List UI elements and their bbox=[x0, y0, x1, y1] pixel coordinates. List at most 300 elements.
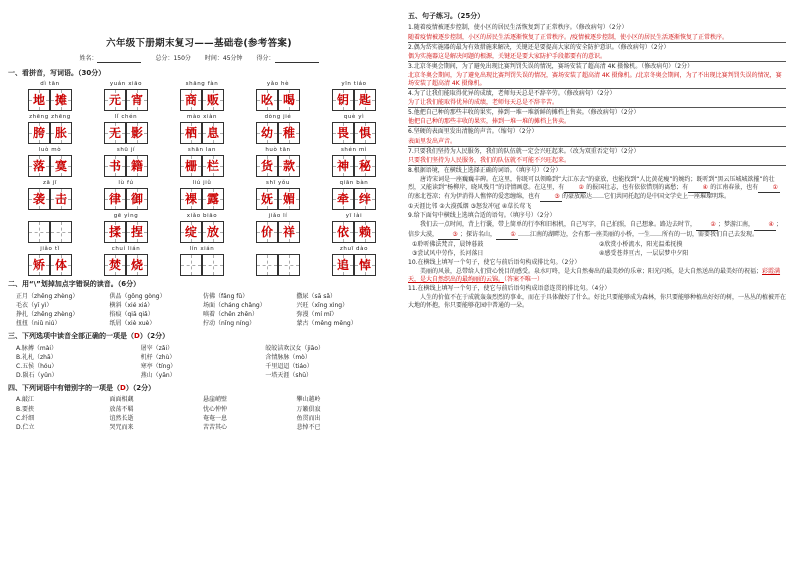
option-text: 谊然长逝 bbox=[109, 414, 134, 422]
option-text: 攀山越岭 bbox=[296, 396, 321, 404]
option-text: 放荡不羁 bbox=[109, 405, 134, 413]
option-text: 含情脉脉（mò） bbox=[265, 353, 311, 361]
option-text: 万籁俱寂 bbox=[296, 405, 321, 413]
pronunciation-item[interactable]: 撒尿（sā sǎ） bbox=[296, 292, 337, 300]
tianzige-box[interactable] bbox=[104, 89, 126, 111]
pronunciation-item[interactable]: 横斜（xié xiá） bbox=[109, 301, 154, 309]
tianzige-box[interactable] bbox=[180, 89, 202, 111]
word-cell bbox=[166, 114, 238, 144]
word-cell bbox=[14, 213, 86, 243]
answer-char: 元 bbox=[108, 93, 121, 108]
tianzige-box[interactable] bbox=[180, 188, 202, 210]
q11-prompt: 11.在横线上填写一个句子，使它与前后语句构成语意连贯的排比句。（4分） bbox=[408, 285, 611, 293]
tianzige-boxes[interactable] bbox=[104, 155, 148, 177]
q8-blank-3[interactable]: ① bbox=[758, 184, 780, 193]
section-3-options bbox=[16, 345, 390, 380]
answer-char: 摊 bbox=[54, 93, 67, 108]
q8-blank-4[interactable]: ③ bbox=[540, 193, 562, 202]
tianzige-boxes[interactable] bbox=[104, 188, 148, 210]
pinyin: shén mì bbox=[340, 147, 368, 154]
pinyin: yī lài bbox=[345, 213, 363, 220]
option-text: 面面相觑 bbox=[109, 396, 134, 404]
answer-char: 击 bbox=[54, 192, 67, 207]
q9-prompt: 9.给下面句中横线上选填合适的语句。（填序号）（2分） bbox=[408, 212, 556, 220]
pinyin: què yì bbox=[343, 114, 365, 121]
answer-char: 喝 bbox=[282, 93, 295, 108]
answer-char: 落 bbox=[32, 159, 45, 174]
answer-char: 吆 bbox=[260, 93, 273, 108]
question-prompt: 2.偶为岱实施器的最为有效措施来解决，关键还是要提高大家的安全防护意识。（修改病句）（2分） bbox=[408, 43, 670, 51]
word-cell bbox=[90, 246, 162, 276]
word-cell bbox=[318, 180, 390, 210]
q9-blank-3[interactable]: ③ bbox=[438, 231, 460, 240]
pronunciation-item[interactable]: 拧动（nǐng níng） bbox=[203, 320, 256, 328]
tianzige-boxes[interactable] bbox=[180, 89, 224, 111]
option-text: 哭咒而来 bbox=[109, 423, 134, 431]
answer-char: 捏 bbox=[130, 225, 143, 240]
pronunciation-item[interactable]: 蒙古（měng mēng） bbox=[296, 320, 357, 328]
q10-passage: 美丽的风景，总带给人们赏心悦目的感受。泉水叮咚，是大自然奏出的最美妙的乐章；阳光闪烁，是大自然送出的最美好的祝福；彩霞满天，是大自然织出的最绚丽的云锦。（答案不唯一） bbox=[408, 267, 781, 283]
q9-choices bbox=[412, 241, 786, 258]
pinyin: luò mò bbox=[38, 147, 62, 154]
tianzige-boxes[interactable] bbox=[256, 188, 300, 210]
tianzige-box[interactable] bbox=[50, 221, 72, 243]
tianzige-box[interactable] bbox=[332, 221, 354, 243]
tianzige-box[interactable] bbox=[202, 155, 224, 177]
word-cell bbox=[242, 180, 314, 210]
option-text: C.五侯（hóu） bbox=[16, 362, 58, 370]
tianzige-box[interactable] bbox=[202, 221, 224, 243]
tianzige-box[interactable] bbox=[278, 122, 300, 144]
word-cell bbox=[166, 180, 238, 210]
answer-line[interactable]: 随着疫情被逐步控制，小区的居民生活逐渐恢复了正常秩序。/疫情被逐步控制，使小区的居民生活逐渐恢复了正常秩序。 bbox=[408, 34, 786, 43]
answer-char: 栅 bbox=[184, 159, 197, 174]
word-cell bbox=[14, 114, 86, 144]
option-text: 悲悼不已 bbox=[296, 423, 321, 431]
word-cell bbox=[318, 213, 390, 243]
option-text: 寒亭（tíng） bbox=[140, 362, 177, 370]
option-text: A.脉搏（mài） bbox=[16, 344, 58, 352]
answer-char: 焚 bbox=[108, 258, 121, 273]
tianzige-box[interactable] bbox=[256, 221, 278, 243]
tianzige-box[interactable] bbox=[50, 188, 72, 210]
q9-choice: ④感受苍莽亘古，一层层梦中夕阳 bbox=[599, 249, 689, 257]
tianzige-boxes[interactable] bbox=[180, 254, 224, 276]
q9-blank-1[interactable]: ② bbox=[696, 221, 718, 230]
pronunciation-item[interactable]: 兴旺（xīng xìng） bbox=[296, 301, 349, 309]
answer-char: 追 bbox=[336, 258, 349, 273]
pronunciation-item[interactable]: 挣扎（zhēng zhèng） bbox=[16, 310, 79, 318]
tianzige-boxes[interactable] bbox=[256, 155, 300, 177]
section-2-heading: 二、用“\”划掉加点字错误的读音。（6分） bbox=[8, 280, 141, 289]
option-text: D.陨石（yǔn） bbox=[16, 371, 58, 379]
tianzige-boxes[interactable] bbox=[180, 188, 224, 210]
word-cell bbox=[166, 81, 238, 111]
question-prompt: 1.随着疫情被逐步控制，使小区的居民生活恢复到了正常秩序。（修改病句）（2分） bbox=[408, 24, 628, 32]
tianzige-boxes[interactable] bbox=[256, 221, 300, 243]
q11-passage: 人生的价值不在于成就轰轰烈烈的事业，而在于具体做好了什么。好比只要能够成为森林，你只要能够种植出好好的树，一丛丛的植被开在大地的怀抱，你只要能够花园中普通的一朵。 bbox=[408, 294, 787, 310]
tianzige-box[interactable] bbox=[104, 221, 126, 243]
tianzige-boxes[interactable] bbox=[28, 254, 72, 276]
student-info bbox=[8, 55, 390, 63]
answer-char: 地 bbox=[32, 93, 45, 108]
answer-char: 书 bbox=[108, 159, 121, 174]
answer-char: 栖 bbox=[184, 126, 197, 141]
answer-char: 籍 bbox=[130, 159, 143, 174]
option-text: 燕山（yān） bbox=[140, 371, 176, 379]
question-prompt: 8.根据语境，在横线上选择正确的词语。（填序号）（2分） bbox=[408, 166, 562, 174]
pinyin: lín xián bbox=[189, 246, 215, 253]
tianzige-box[interactable] bbox=[202, 254, 224, 276]
pinyin: zhuī dào bbox=[339, 246, 369, 253]
tianzige-box[interactable] bbox=[28, 254, 50, 276]
pronunciation-item[interactable]: 掐痕（qiā qiǎ） bbox=[109, 310, 154, 318]
tianzige-box[interactable] bbox=[126, 221, 148, 243]
answer-char: 牵 bbox=[336, 192, 349, 207]
tianzige-box[interactable] bbox=[50, 89, 72, 111]
pinyin: dòng jié bbox=[264, 114, 292, 121]
answer-char: 惧 bbox=[358, 126, 371, 141]
pinyin: shān lan bbox=[187, 147, 217, 154]
option-text: 机杼（zhù） bbox=[140, 353, 176, 361]
tianzige-box[interactable] bbox=[126, 254, 148, 276]
tianzige-boxes[interactable] bbox=[180, 155, 224, 177]
question-prompt: 7.只要我们坚持为人民服务，我们的队伍就一定会兴旺起来。（改为双重否定句）（2分） bbox=[408, 147, 640, 155]
word-cell bbox=[166, 213, 238, 243]
tianzige-boxes[interactable] bbox=[332, 155, 376, 177]
name-label: 姓名： bbox=[79, 54, 98, 62]
answer-char: 赖 bbox=[358, 225, 371, 240]
answer-char: 放 bbox=[206, 225, 219, 240]
answer-char: 祥 bbox=[282, 225, 295, 240]
tianzige-boxes[interactable] bbox=[104, 122, 148, 144]
word-cell bbox=[166, 147, 238, 177]
tianzige-box[interactable] bbox=[104, 188, 126, 210]
word-cell bbox=[90, 81, 162, 111]
answer-char: 幼 bbox=[260, 126, 273, 141]
pinyin: jiǎo tǐ bbox=[40, 246, 60, 253]
tianzige-boxes[interactable] bbox=[28, 155, 72, 177]
word-cell bbox=[90, 114, 162, 144]
answer-char: 胀 bbox=[54, 126, 67, 141]
option-text: 忧心忡忡 bbox=[203, 405, 228, 413]
pinyin: zhēng zhēng bbox=[29, 114, 71, 121]
tianzige-boxes[interactable] bbox=[332, 188, 376, 210]
tianzige-box[interactable] bbox=[126, 155, 148, 177]
option-text: 悬崖峭壁 bbox=[203, 396, 228, 404]
answer-char: 影 bbox=[130, 126, 143, 141]
answer-char: 无 bbox=[108, 126, 121, 141]
word-cell bbox=[318, 147, 390, 177]
tianzige-box[interactable] bbox=[104, 254, 126, 276]
answer-line[interactable]: 表面里发出声音。 bbox=[408, 138, 786, 147]
word-cell bbox=[242, 246, 314, 276]
tianzige-box[interactable] bbox=[28, 89, 50, 111]
pronunciation-list bbox=[16, 293, 390, 328]
section-4-heading: 四、下列词语中有错别字的一项是（D）（2分） bbox=[8, 383, 156, 392]
tianzige-box[interactable] bbox=[354, 122, 376, 144]
pronunciation-item[interactable]: 扭扭（niǔ niú） bbox=[16, 320, 61, 328]
answer-char: 矫 bbox=[32, 258, 45, 273]
answer-char: 贩 bbox=[206, 93, 219, 108]
pronunciation-item[interactable]: 正月（zhēng zhèng） bbox=[16, 292, 79, 300]
answer-line[interactable]: 他把自己种的那些丰收的果实，捧到一堆一堆的摊档上售卖。 bbox=[408, 118, 786, 127]
answer-char: 绊 bbox=[358, 192, 371, 207]
q8-choices: ①天涯比邻 ②大漠孤烟 ③怒发冲冠 ④草长莺飞 bbox=[408, 203, 532, 211]
section-3-heading: 三、下列选项中读音全部正确的一项是（D）（2分） bbox=[8, 332, 170, 341]
tianzige-box[interactable] bbox=[332, 122, 354, 144]
tianzige-box[interactable] bbox=[202, 122, 224, 144]
tianzige-box[interactable] bbox=[354, 188, 376, 210]
answer-char: 揉 bbox=[108, 225, 121, 240]
tianzige-box[interactable] bbox=[180, 221, 202, 243]
question-prompt: 4.为了让我们能取得优异的成绩，老师每天总是不辞辛劳。（修改病句）（2分） bbox=[408, 90, 616, 98]
tianzige-box[interactable] bbox=[354, 221, 376, 243]
pinyin: lù fú bbox=[118, 180, 134, 187]
tianzige-box[interactable] bbox=[50, 122, 72, 144]
pinyin: lǐ chén bbox=[114, 114, 138, 121]
word-cell bbox=[14, 81, 86, 111]
pinyin: huò tān bbox=[265, 147, 291, 154]
option-text: A.敲江 bbox=[16, 396, 34, 404]
pinyin: shāng fàn bbox=[185, 81, 219, 88]
tianzige-box[interactable] bbox=[278, 221, 300, 243]
tianzige-boxes[interactable] bbox=[256, 122, 300, 144]
pronunciation-item[interactable]: 毛衣（yī yì） bbox=[16, 301, 53, 309]
tianzige-box[interactable] bbox=[332, 254, 354, 276]
answer-line[interactable]: 北京冬奥会期间，为了避免出现比赛判罚失误的情况，赛场安装了超高清 4K 摄像机。/北京冬奥会期间，为了不出现比赛判罚失误的情况，赛场安装了超高清 4K 摄像机。 bbox=[408, 72, 786, 89]
answer-char: 御 bbox=[130, 192, 143, 207]
tianzige-box[interactable] bbox=[50, 254, 72, 276]
pinyin: shū jí bbox=[116, 147, 136, 154]
word-cell bbox=[14, 180, 86, 210]
word-cell bbox=[242, 213, 314, 243]
option-text: D.伫立 bbox=[16, 423, 35, 431]
tianzige-boxes[interactable] bbox=[28, 89, 72, 111]
section-5-heading: 五、句子练习。（25分） bbox=[408, 12, 485, 20]
tianzige-boxes[interactable] bbox=[256, 254, 300, 276]
pinyin: shī yǒu bbox=[266, 180, 290, 187]
word-cell bbox=[242, 81, 314, 111]
pinyin-grid bbox=[14, 81, 390, 276]
tianzige-box[interactable] bbox=[202, 188, 224, 210]
pinyin: gē yìng bbox=[113, 213, 139, 220]
tianzige-box[interactable] bbox=[256, 155, 278, 177]
score-blank[interactable] bbox=[275, 56, 319, 63]
word-cell bbox=[318, 114, 390, 144]
answer-char: 神 bbox=[336, 159, 349, 174]
word-cell bbox=[90, 180, 162, 210]
answer-char: 妩 bbox=[260, 192, 273, 207]
tianzige-box[interactable] bbox=[354, 155, 376, 177]
word-cell bbox=[318, 246, 390, 276]
pinyin: jiǎo lí bbox=[268, 213, 288, 220]
pronunciation-item[interactable]: 纸屑（xiè xuè） bbox=[109, 320, 156, 328]
option-text: C.纤细 bbox=[16, 414, 35, 422]
answer-char: 悼 bbox=[358, 258, 371, 273]
tianzige-box[interactable] bbox=[278, 89, 300, 111]
answer-char: 货 bbox=[260, 159, 273, 174]
pinyin: qiān bàn bbox=[339, 180, 369, 187]
answer-line[interactable]: 为了让我们能取得优异的成绩，老师每天总是不辞辛苦。 bbox=[408, 99, 786, 108]
tianzige-box[interactable] bbox=[180, 122, 202, 144]
answer-line[interactable]: 只要我们坚持为人民服务，我们的队伍就不可能不兴旺起来。 bbox=[408, 157, 786, 166]
section-3-answer: D bbox=[134, 332, 140, 341]
option-text: 屠宰（zǎi） bbox=[140, 344, 174, 352]
word-cell bbox=[166, 246, 238, 276]
answer-char: 绽 bbox=[184, 225, 197, 240]
tianzige-box[interactable] bbox=[256, 254, 278, 276]
answer-char: 袭 bbox=[32, 192, 45, 207]
tianzige-box[interactable] bbox=[50, 155, 72, 177]
total-score: 总分：150分 bbox=[155, 54, 191, 62]
pronunciation-item[interactable]: 供品（gōng gòng） bbox=[109, 292, 166, 300]
answer-char: 宵 bbox=[130, 93, 143, 108]
pronunciation-item[interactable]: 场面（cháng chǎng） bbox=[203, 301, 266, 309]
answer-char: 秘 bbox=[358, 159, 371, 174]
pinyin: mào xiàn bbox=[186, 114, 218, 121]
name-blank[interactable] bbox=[97, 56, 141, 63]
q8-blank-2[interactable]: ④ bbox=[688, 184, 710, 193]
word-cell bbox=[318, 81, 390, 111]
section-4-options bbox=[16, 396, 390, 431]
q9-blank-2[interactable]: ④ bbox=[754, 221, 776, 230]
option-text: 千里迢迢（tiáo） bbox=[265, 362, 313, 370]
q10-prompt: 10.在横线上填写一个句子，使它与前后语句构成排比句。（2分） bbox=[408, 258, 581, 266]
tianzige-box[interactable] bbox=[28, 221, 50, 243]
tianzige-boxes[interactable] bbox=[332, 122, 376, 144]
word-cell bbox=[14, 147, 86, 177]
pronunciation-item[interactable]: 嗔着（chēn zhēn） bbox=[203, 310, 258, 318]
tianzige-boxes[interactable] bbox=[28, 122, 72, 144]
q10-answer: 彩霞满天，是大自然织出的最绚丽的云锦。 bbox=[408, 267, 781, 283]
answer-line[interactable]: 偶为实施器这是解决问题的根源，关键还是要大家防护手段都要有的意识。 bbox=[408, 53, 786, 62]
page-title: 六年级下册期末复习——基础卷(参考答案) bbox=[106, 38, 292, 49]
answer-char: 烧 bbox=[130, 258, 143, 273]
right-column bbox=[408, 8, 786, 311]
tianzige-box[interactable] bbox=[278, 188, 300, 210]
tianzige-box[interactable] bbox=[332, 155, 354, 177]
q9-choice: ③尝试风中劳作，长河落日 bbox=[412, 249, 484, 257]
tianzige-boxes[interactable] bbox=[104, 89, 148, 111]
answer-char: 价 bbox=[260, 225, 273, 240]
pronunciation-item[interactable]: 仿佛（fǎng fǔ） bbox=[203, 292, 249, 300]
pinyin: yīn tiáo bbox=[341, 81, 367, 88]
question-prompt: 3.北京冬奥会期间，为了避免出现比赛判罚失误的情况，赛场安装了超高清 4K 摄像机。（修改病句）（2分） bbox=[408, 62, 694, 70]
tianzige-box[interactable] bbox=[28, 122, 50, 144]
option-text: 一塔天涯（shū） bbox=[265, 371, 313, 379]
tianzige-boxes[interactable] bbox=[28, 188, 72, 210]
option-text: 鱼贯而出 bbox=[296, 414, 321, 422]
word-cell bbox=[242, 114, 314, 144]
q9-blank-4[interactable]: ① bbox=[496, 231, 518, 240]
answer-char: 胯 bbox=[32, 126, 45, 141]
tianzige-boxes[interactable] bbox=[332, 221, 376, 243]
answer-char: 露 bbox=[206, 192, 219, 207]
tianzige-boxes[interactable] bbox=[104, 254, 148, 276]
question-prompt: 5.他把自己种的那些丰收的果实，捧到一堆一堆新鲜的摊档上售卖。（修改病句）（2分） bbox=[408, 109, 640, 117]
tianzige-box[interactable] bbox=[354, 254, 376, 276]
option-text: 苦苦其心 bbox=[203, 423, 228, 431]
tianzige-boxes[interactable] bbox=[180, 122, 224, 144]
option-text: B.要挟 bbox=[16, 405, 35, 413]
tianzige-box[interactable] bbox=[180, 155, 202, 177]
tianzige-box[interactable] bbox=[28, 155, 50, 177]
pinyin: dì tān bbox=[40, 81, 60, 88]
q9-choice: ②欣赏小桥流水，阳光温柔抚摸 bbox=[599, 240, 683, 248]
tianzige-box[interactable] bbox=[202, 89, 224, 111]
tianzige-box[interactable] bbox=[126, 188, 148, 210]
word-cell bbox=[242, 147, 314, 177]
answer-char: 寞 bbox=[54, 159, 67, 174]
option-text: 奄奄一息 bbox=[203, 414, 228, 422]
score-label: 得分： bbox=[256, 54, 275, 62]
answer-char: 媚 bbox=[282, 192, 295, 207]
q9-passage: 我们去一点时间，背上行囊，带上简单的行李和旧相机，自己写字，自己拍照，自己想象。路边去时节， ② ；梦游江南， ④ ；信步大漠， ③ ；探访名山， ① ……江南的湖畔边，会有那一座美丽的小桥，一生……所有的一切，需要我们自己去发现。 bbox=[408, 221, 786, 239]
pronunciation-item[interactable]: 弥漫（mí mǐ） bbox=[296, 310, 338, 318]
tianzige-box[interactable] bbox=[104, 155, 126, 177]
tianzige-boxes[interactable] bbox=[332, 254, 376, 276]
answer-char: 律 bbox=[108, 192, 121, 207]
section-1-heading: 一、看拼音，写词语。（30分） bbox=[8, 68, 106, 77]
tianzige-box[interactable] bbox=[180, 254, 202, 276]
tianzige-boxes[interactable] bbox=[104, 221, 148, 243]
answer-char: 匙 bbox=[358, 93, 371, 108]
answer-char: 裸 bbox=[184, 192, 197, 207]
tianzige-box[interactable] bbox=[354, 89, 376, 111]
option-text: 皎皎洁欢汉女（jiāo） bbox=[265, 344, 325, 352]
tianzige-box[interactable] bbox=[126, 89, 148, 111]
tianzige-boxes[interactable] bbox=[28, 221, 72, 243]
tianzige-box[interactable] bbox=[28, 188, 50, 210]
tianzige-box[interactable] bbox=[332, 89, 354, 111]
tianzige-box[interactable] bbox=[104, 122, 126, 144]
tianzige-box[interactable] bbox=[278, 155, 300, 177]
answer-char: 钥 bbox=[336, 93, 349, 108]
tianzige-box[interactable] bbox=[332, 188, 354, 210]
tianzige-box[interactable] bbox=[126, 122, 148, 144]
pinyin: xiǎo biāo bbox=[186, 213, 218, 220]
section-4-answer: D bbox=[120, 383, 126, 392]
pinyin: yuán xiāo bbox=[109, 81, 143, 88]
tianzige-box[interactable] bbox=[256, 122, 278, 144]
tianzige-box[interactable] bbox=[256, 188, 278, 210]
question-prompt: 6.坚硬的表面里发出清脆的声音。（缩句）（2分） bbox=[408, 128, 538, 136]
word-cell bbox=[90, 147, 162, 177]
answer-char: 体 bbox=[54, 258, 67, 273]
word-cell bbox=[90, 213, 162, 243]
option-text: B.礼札（zhā） bbox=[16, 353, 57, 361]
pinyin: zā jī bbox=[42, 180, 58, 187]
left-column bbox=[8, 8, 390, 432]
answer-char: 商 bbox=[184, 93, 197, 108]
answer-char: 息 bbox=[206, 126, 219, 141]
q8-blank-1[interactable]: ② bbox=[564, 184, 586, 193]
tianzige-boxes[interactable] bbox=[180, 221, 224, 243]
answer-char: 畏 bbox=[336, 126, 349, 141]
tianzige-box[interactable] bbox=[278, 254, 300, 276]
time-limit: 时间：45分钟 bbox=[204, 54, 243, 62]
tianzige-boxes[interactable] bbox=[256, 89, 300, 111]
tianzige-boxes[interactable] bbox=[332, 89, 376, 111]
pinyin: liú jiǔ bbox=[192, 180, 212, 187]
tianzige-box[interactable] bbox=[256, 89, 278, 111]
answer-char: 稚 bbox=[282, 126, 295, 141]
sentence-exercises bbox=[408, 24, 786, 175]
answer-char: 款 bbox=[282, 159, 295, 174]
word-cell bbox=[14, 246, 86, 276]
q9-choice: ①聆听佛法梵音，晨钟暮鼓 bbox=[412, 240, 484, 248]
